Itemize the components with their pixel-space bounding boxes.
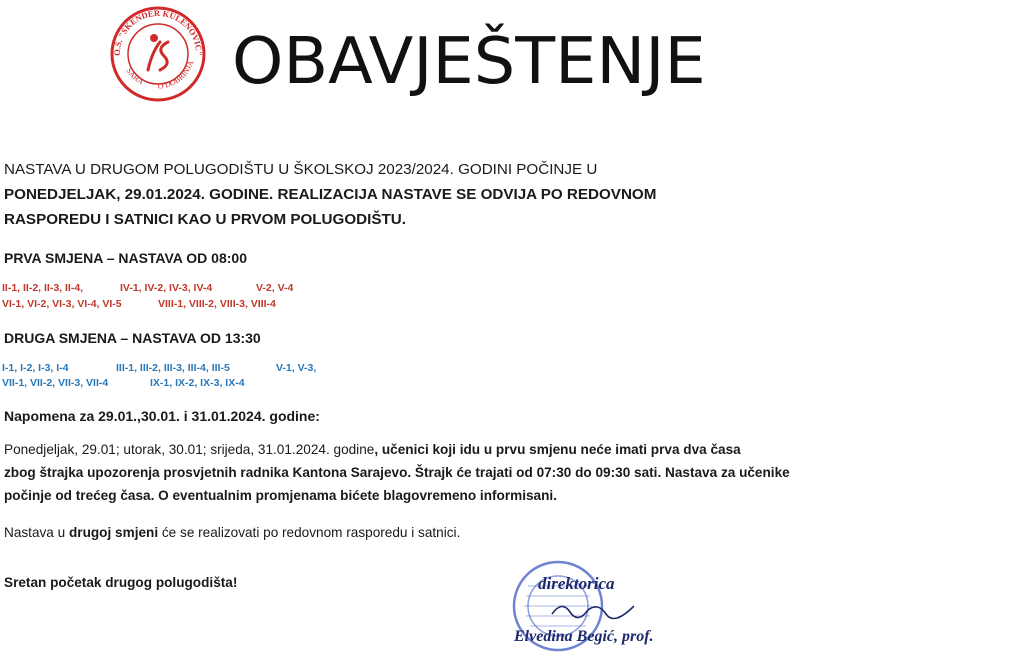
first-shift-classes-2a: VI-1, VI-2, VI-3, VI-4, VI-5 — [2, 298, 122, 310]
intro-line-3: RASPOREDU I SATNICI KAO U PRVOM POLUGODIŠTU. — [4, 211, 406, 228]
school-logo — [108, 4, 208, 104]
note-line-3: počinje od trećeg časa. O eventualnim promjenama bićete blagovremeno informisani. — [4, 488, 557, 503]
first-shift-classes-1a: II-1, II-2, II-3, II-4, — [2, 282, 84, 294]
page-title: OBAVJEŠTENJE — [232, 25, 706, 99]
svg-text:O.Š. "SKENDER KULENOVIĆ" — [112, 8, 204, 56]
second-shift-classes-2b: IX-1, IX-2, IX-3, IX-4 — [150, 377, 245, 389]
second-shift-classes-2a: VII-1, VII-2, VII-3, VII-4 — [2, 377, 109, 389]
second-shift-heading: DRUGA SMJENA – NASTAVA OD 13:30 — [4, 330, 261, 346]
note-line-1-bold: , učenici koji idu u prvu smjenu neće imati prva dva časa — [374, 442, 741, 457]
second-shift-note-part2: drugoj smjeni — [68, 525, 159, 540]
intro-line-2: PONEDJELJAK, 29.01.2024. GODINE. REALIZACIJA NASTAVE SE ODVIJA PO REDOVNOM — [4, 186, 657, 203]
note-heading: Napomena za 29.01.,30.01. i 31.01.2024. godine: — [4, 408, 320, 424]
note-line-1-plain: Ponedjeljak, 29.01; utorak, 30.01; srijeda, 31.01.2024. godine — [4, 442, 375, 457]
second-shift-note — [4, 525, 460, 542]
signature-title: direktorica — [538, 574, 615, 593]
second-shift-note-part3: će se realizovati po redovnom rasporedu i satnici. — [158, 525, 461, 540]
first-shift-classes-2b: VIII-1, VIII-2, VIII-3, VIII-4 — [158, 298, 276, 310]
intro-line-1: NASTAVA U DRUGOM POLUGODIŠTU U ŠKOLSKOJ 2023/2024. GODINI POČINJE U — [4, 161, 598, 178]
logo-top-text: O.Š. "SKENDER KULENOVIĆ" — [111, 7, 205, 56]
first-shift-classes-1b: IV-1, IV-2, IV-3, IV-4 — [120, 282, 213, 294]
first-shift-classes-1c: V-2, V-4 — [256, 282, 294, 294]
signature-scribble — [548, 596, 638, 622]
logo-right-text: O DOBRINJA — [157, 59, 196, 91]
second-shift-note-part1: Nastava u — [4, 525, 69, 540]
logo-left-text: SARA — [124, 66, 146, 87]
second-shift-classes-1a: I-1, I-2, I-3, I-4 — [2, 362, 69, 374]
second-shift-classes-1b: III-1, III-2, III-3, III-4, III-5 — [116, 362, 230, 374]
note-line-1 — [4, 442, 741, 459]
closing-text: Sretan početak drugog polugodišta! — [4, 575, 238, 590]
note-line-2: zbog štrajka upozorenja prosvjetnih radnika Kantona Sarajevo. Štrajk će trajati od 07:30 do 09:30 sati. Nastava za učenike — [4, 465, 790, 480]
second-shift-classes-1c: V-1, V-3, — [276, 362, 317, 374]
logo-emblem-icon — [148, 36, 168, 71]
signature-name: Elvedina Begić, prof. — [514, 628, 654, 645]
first-shift-heading: PRVA SMJENA – NASTAVA OD 08:00 — [4, 250, 247, 266]
svg-text:SARA — [124, 66, 145, 86]
